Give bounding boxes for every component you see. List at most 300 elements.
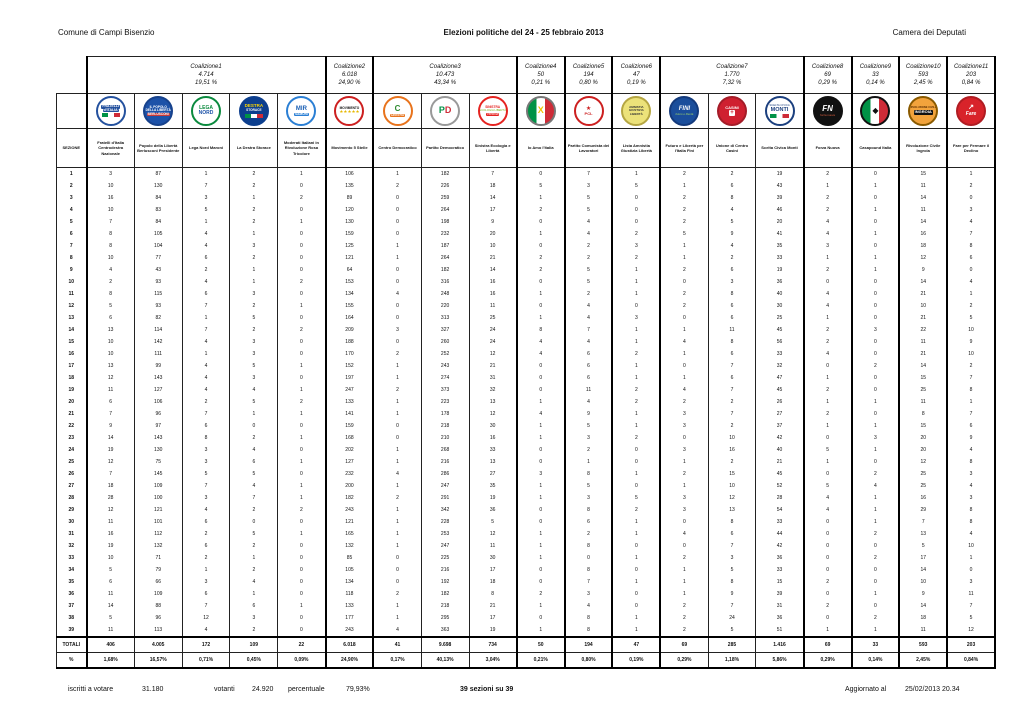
vote-cell: 0 — [852, 276, 900, 288]
vote-cell: 10 — [708, 432, 756, 444]
logo-cell-fli — [660, 94, 708, 129]
vote-cell: 2 — [852, 468, 900, 480]
vote-cell: 247 — [326, 384, 374, 396]
vote-cell: 1 — [517, 420, 565, 432]
sezione-cell: 7 — [57, 240, 87, 252]
sezione-cell: 39 — [57, 624, 87, 637]
vote-cell: 1 — [182, 312, 230, 324]
party-name-m5s: Movimento 5 Stelle — [326, 129, 374, 168]
coalition-header: Coalizione6 47 0,19 % — [612, 57, 660, 94]
vote-cell: 84 — [134, 192, 182, 204]
vote-cell: 1 — [852, 588, 900, 600]
vote-cell: 1 — [278, 432, 326, 444]
vote-cell: 1 — [230, 228, 278, 240]
vote-cell: 1 — [517, 312, 565, 324]
vote-cell: 1 — [852, 180, 900, 192]
vote-cell: 14 — [469, 192, 517, 204]
total-cell: 1.416 — [756, 637, 804, 653]
sezione-cell: 5 — [57, 216, 87, 228]
vote-cell: 178 — [421, 408, 469, 420]
vote-cell: 127 — [326, 456, 374, 468]
vote-cell: 2 — [182, 528, 230, 540]
iscritti-label: iscritti a votare — [68, 686, 114, 693]
vote-cell: 27 — [469, 468, 517, 480]
vote-cell: 12 — [899, 252, 947, 264]
vote-cell: 9 — [947, 432, 995, 444]
sezione-cell: 27 — [57, 480, 87, 492]
vote-cell: 18 — [87, 480, 135, 492]
vote-cell: 1 — [230, 264, 278, 276]
vote-cell: 4 — [182, 384, 230, 396]
vote-cell: 4 — [947, 528, 995, 540]
percent-cell: 0,21% — [517, 653, 565, 669]
sezione-cell: 20 — [57, 396, 87, 408]
total-cell: 69 — [804, 637, 852, 653]
coalition-header: Coalizione1 4.714 19,51 % — [87, 57, 326, 94]
vote-cell: 0 — [804, 540, 852, 552]
vote-cell: 9 — [565, 408, 613, 420]
vote-cell: 5 — [708, 216, 756, 228]
vote-cell: 54 — [756, 504, 804, 516]
vote-cell: 25 — [899, 384, 947, 396]
vote-cell: 88 — [134, 600, 182, 612]
vote-cell: 2 — [230, 564, 278, 576]
vote-cell: 52 — [756, 480, 804, 492]
vote-cell: 5 — [565, 276, 613, 288]
vote-cell: 0 — [517, 240, 565, 252]
vote-cell: 1 — [852, 516, 900, 528]
vote-cell: 12 — [87, 372, 135, 384]
vote-cell: 11 — [87, 384, 135, 396]
vote-cell: 2 — [230, 432, 278, 444]
vote-cell: 6 — [565, 516, 613, 528]
vote-cell: 3 — [660, 492, 708, 504]
vote-cell: 143 — [134, 372, 182, 384]
vote-cell: 14 — [899, 192, 947, 204]
coalition-header: Coalizione2 6.018 24,90 % — [326, 57, 374, 94]
vote-cell: 0 — [373, 300, 421, 312]
total-cell: 194 — [565, 637, 613, 653]
vote-cell: 3 — [708, 552, 756, 564]
vote-cell: 1 — [182, 168, 230, 181]
vote-cell: 9 — [469, 216, 517, 228]
vote-cell: 2 — [660, 216, 708, 228]
vote-cell: 1 — [373, 444, 421, 456]
vote-cell: 64 — [326, 264, 374, 276]
vote-cell: 6 — [565, 348, 613, 360]
vote-cell: 8 — [565, 468, 613, 480]
vote-cell: 6 — [708, 372, 756, 384]
vote-cell: 3 — [660, 408, 708, 420]
sezione-cell: 22 — [57, 420, 87, 432]
vote-cell: 159 — [326, 228, 374, 240]
vote-cell: 188 — [326, 336, 374, 348]
party-name-ioamo: Io Amo l'Italia — [517, 129, 565, 168]
totals-row — [57, 637, 996, 653]
percent-cell: 0,09% — [278, 653, 326, 669]
vote-cell: 5 — [230, 528, 278, 540]
vote-cell: 0 — [612, 204, 660, 216]
vote-cell: 109 — [134, 480, 182, 492]
vote-cell: 0 — [278, 312, 326, 324]
vote-cell: 2 — [565, 240, 613, 252]
ioamo-logo-icon: X — [526, 96, 556, 126]
percent-cell: 0,17% — [373, 653, 421, 669]
vote-cell: 132 — [134, 540, 182, 552]
sezione-cell: 32 — [57, 540, 87, 552]
vote-cell: 3 — [182, 192, 230, 204]
vote-cell: 1 — [373, 240, 421, 252]
vote-cell: 1 — [852, 396, 900, 408]
vote-cell: 45 — [756, 468, 804, 480]
vote-cell: 7 — [87, 408, 135, 420]
vote-cell: 5 — [708, 624, 756, 637]
vote-cell: 1 — [804, 396, 852, 408]
vote-cell: 16 — [87, 192, 135, 204]
vote-cell: 120 — [326, 204, 374, 216]
vote-cell: 14 — [899, 360, 947, 372]
logo-cell-pdl — [134, 94, 182, 129]
vote-cell: 2 — [660, 600, 708, 612]
vote-cell: 24 — [469, 324, 517, 336]
vote-cell: 7 — [182, 600, 230, 612]
pcl-logo-icon: ★ PCL — [574, 96, 604, 126]
vote-cell: 17 — [899, 552, 947, 564]
results-table — [56, 56, 996, 669]
vote-cell: 17 — [469, 204, 517, 216]
vote-cell: 1 — [660, 588, 708, 600]
vote-cell: 12 — [182, 612, 230, 624]
vote-cell: 4 — [182, 336, 230, 348]
vote-cell: 4 — [660, 384, 708, 396]
vote-cell: 1 — [612, 372, 660, 384]
vote-cell: 5 — [87, 612, 135, 624]
vote-cell: 21 — [469, 252, 517, 264]
vote-cell: 1 — [182, 216, 230, 228]
vote-cell: 2 — [565, 252, 613, 264]
party-name-fare: Fare per Fermare il Declino — [947, 129, 995, 168]
vote-cell: 3 — [230, 336, 278, 348]
vote-cell: 1 — [278, 384, 326, 396]
vote-cell: 133 — [326, 600, 374, 612]
vote-cell: 3 — [708, 276, 756, 288]
logo-cell-pd — [421, 94, 469, 129]
vote-cell: 1 — [612, 276, 660, 288]
logo-cell-fn — [804, 94, 852, 129]
vote-cell: 1 — [182, 564, 230, 576]
vote-cell: 130 — [134, 180, 182, 192]
vote-cell: 0 — [278, 468, 326, 480]
vote-cell: 2 — [708, 456, 756, 468]
vote-cell: 0 — [373, 312, 421, 324]
vote-cell: 3 — [852, 432, 900, 444]
vote-cell: 2 — [660, 192, 708, 204]
vote-cell: 20 — [899, 432, 947, 444]
vote-cell: 1 — [278, 600, 326, 612]
vote-cell: 0 — [278, 564, 326, 576]
vote-cell: 7 — [182, 480, 230, 492]
sezione-cell: 25 — [57, 456, 87, 468]
vote-cell: 3 — [565, 588, 613, 600]
vote-cell: 29 — [899, 504, 947, 516]
vote-cell: 6 — [182, 288, 230, 300]
vote-cell: 5 — [565, 420, 613, 432]
vote-cell: 228 — [421, 516, 469, 528]
vote-cell: 45 — [756, 324, 804, 336]
vote-cell: 2 — [517, 264, 565, 276]
vote-cell: 16 — [469, 432, 517, 444]
vote-cell: 30 — [469, 552, 517, 564]
vote-cell: 10 — [87, 348, 135, 360]
vote-cell: 2 — [278, 396, 326, 408]
vote-cell: 253 — [421, 528, 469, 540]
vote-cell: 8 — [947, 240, 995, 252]
vote-cell: 4 — [947, 276, 995, 288]
vote-cell: 1 — [517, 600, 565, 612]
vote-cell: 11 — [899, 336, 947, 348]
vote-cell: 0 — [517, 384, 565, 396]
vote-cell: 39 — [756, 588, 804, 600]
vote-cell: 1 — [517, 432, 565, 444]
vote-cell: 247 — [421, 540, 469, 552]
vote-cell: 5 — [660, 228, 708, 240]
percentuale-label: percentuale — [288, 686, 325, 693]
vote-cell: 12 — [899, 456, 947, 468]
vote-cell: 4 — [804, 216, 852, 228]
vote-cell: 216 — [421, 564, 469, 576]
comune-title: Comune di Campi Bisenzio — [58, 28, 155, 37]
vote-cell: 8 — [947, 504, 995, 516]
vote-cell: 3 — [660, 444, 708, 456]
vote-cell: 17 — [469, 612, 517, 624]
vote-cell: 1 — [373, 540, 421, 552]
table-row — [57, 528, 996, 540]
vote-cell: 25 — [899, 468, 947, 480]
logo-cell-m5s — [326, 94, 374, 129]
vote-cell: 0 — [517, 576, 565, 588]
vote-cell: 2 — [87, 276, 135, 288]
sezione-cell: 36 — [57, 588, 87, 600]
sezione-cell: 10 — [57, 276, 87, 288]
sezione-cell: 4 — [57, 204, 87, 216]
vote-cell: 4 — [804, 288, 852, 300]
vote-cell: 313 — [421, 312, 469, 324]
vote-cell: 3 — [182, 492, 230, 504]
party-name-pdl: Popolo della Libertà Berlusconi Presidente — [134, 129, 182, 168]
vote-cell: 13 — [899, 528, 947, 540]
vote-cell: 4 — [182, 624, 230, 637]
coalition-header: Coalizione3 10.473 43,34 % — [373, 57, 516, 94]
vote-cell: 134 — [326, 288, 374, 300]
vote-cell: 0 — [612, 192, 660, 204]
vote-cell: 8 — [565, 612, 613, 624]
vote-cell: 5 — [230, 396, 278, 408]
vote-cell: 16 — [469, 276, 517, 288]
vote-cell: 2 — [660, 468, 708, 480]
vote-cell: 13 — [469, 396, 517, 408]
vote-cell: 6 — [182, 420, 230, 432]
party-name-cpi: Casapound Italia — [852, 129, 900, 168]
vote-cell: 10 — [87, 180, 135, 192]
vote-cell: 0 — [612, 216, 660, 228]
vote-cell: 3 — [87, 168, 135, 181]
vote-cell: 2 — [612, 432, 660, 444]
vote-cell: 225 — [421, 552, 469, 564]
vote-cell: 4 — [182, 504, 230, 516]
sezione-cell: 23 — [57, 432, 87, 444]
vote-cell: 24 — [469, 336, 517, 348]
vote-cell: 1 — [852, 624, 900, 637]
aggiornato-value: 25/02/2013 20.34 — [905, 686, 960, 693]
vote-cell: 25 — [899, 480, 947, 492]
vote-cell: 274 — [421, 372, 469, 384]
vote-cell: 7 — [182, 324, 230, 336]
vote-cell: 8 — [947, 516, 995, 528]
vote-cell: 142 — [134, 336, 182, 348]
vote-cell: 1 — [373, 504, 421, 516]
vote-cell: 4 — [373, 624, 421, 637]
vote-cell: 51 — [756, 624, 804, 637]
vote-cell: 4 — [87, 264, 135, 276]
m5s-logo-icon: MOVIMENTO ★★★★★ — [334, 96, 364, 126]
vote-cell: 135 — [326, 180, 374, 192]
vote-cell: 104 — [134, 240, 182, 252]
vote-cell: 20 — [469, 228, 517, 240]
total-cell: 47 — [612, 637, 660, 653]
percent-cell: 0,29% — [804, 653, 852, 669]
vote-cell: 7 — [947, 372, 995, 384]
vote-cell: 1 — [230, 588, 278, 600]
vote-cell: 0 — [230, 420, 278, 432]
vote-cell: 7 — [87, 216, 135, 228]
sezione-cell: 35 — [57, 576, 87, 588]
vote-cell: 0 — [517, 360, 565, 372]
vote-cell: 153 — [326, 276, 374, 288]
vote-cell: 1 — [278, 408, 326, 420]
vote-cell: 2 — [852, 528, 900, 540]
vote-cell: 143 — [134, 432, 182, 444]
vote-cell: 1 — [804, 456, 852, 468]
vote-cell: 1 — [660, 324, 708, 336]
vote-cell: 13 — [469, 456, 517, 468]
vote-cell: 9 — [899, 264, 947, 276]
vote-cell: 15 — [756, 576, 804, 588]
vote-cell: 2 — [660, 396, 708, 408]
vote-cell: 28 — [87, 492, 135, 504]
vote-cell: 1 — [278, 492, 326, 504]
vote-cell: 0 — [804, 432, 852, 444]
vote-cell: 0 — [852, 300, 900, 312]
vote-cell: 25 — [756, 312, 804, 324]
vote-cell: 0 — [804, 360, 852, 372]
vote-cell: 2 — [804, 204, 852, 216]
vote-cell: 264 — [421, 252, 469, 264]
vote-cell: 7 — [182, 180, 230, 192]
vote-cell: 99 — [134, 360, 182, 372]
vote-cell: 15 — [899, 168, 947, 181]
sezione-cell: 14 — [57, 324, 87, 336]
vote-cell: 3 — [565, 492, 613, 504]
vote-cell: 20 — [756, 216, 804, 228]
vote-cell: 1 — [517, 480, 565, 492]
percentuale-value: 79,93% — [346, 686, 370, 693]
table-row — [57, 204, 996, 216]
vote-cell: 5 — [230, 468, 278, 480]
destra-logo-icon: DESTRA STORACE — [239, 96, 269, 126]
vote-cell: 8 — [947, 456, 995, 468]
total-cell: 6.018 — [326, 637, 374, 653]
vote-cell: 6 — [182, 252, 230, 264]
vote-cell: 2 — [660, 612, 708, 624]
vote-cell: 5 — [612, 180, 660, 192]
vote-cell: 115 — [134, 288, 182, 300]
logo-cell-mir — [278, 94, 326, 129]
vote-cell: 10 — [899, 576, 947, 588]
vote-cell: 2 — [660, 288, 708, 300]
vote-cell: 177 — [326, 612, 374, 624]
sezione-cell: 21 — [57, 408, 87, 420]
vote-cell: 3 — [947, 576, 995, 588]
vote-cell: 93 — [134, 276, 182, 288]
vote-cell: 1 — [612, 576, 660, 588]
vote-cell: 8 — [87, 240, 135, 252]
vote-cell: 1 — [852, 204, 900, 216]
vote-cell: 4 — [660, 336, 708, 348]
table-row — [57, 612, 996, 624]
coalition-header: Coalizione7 1.770 7,32 % — [660, 57, 803, 94]
vote-cell: 6 — [182, 588, 230, 600]
vote-cell: 248 — [421, 288, 469, 300]
vote-cell: 192 — [421, 576, 469, 588]
vote-cell: 3 — [947, 204, 995, 216]
table-row — [57, 444, 996, 456]
vote-cell: 0 — [278, 180, 326, 192]
vote-cell: 1 — [947, 168, 995, 181]
vote-cell: 218 — [421, 420, 469, 432]
table-row — [57, 384, 996, 396]
vote-cell: 96 — [134, 612, 182, 624]
vote-cell: 14 — [899, 600, 947, 612]
vote-cell: 168 — [326, 432, 374, 444]
vote-cell: 1 — [612, 528, 660, 540]
vote-cell: 259 — [421, 192, 469, 204]
logo-row — [57, 94, 996, 129]
vote-cell: 243 — [326, 504, 374, 516]
vote-cell: 11 — [947, 588, 995, 600]
vote-cell: 1 — [373, 456, 421, 468]
vote-cell: 21 — [899, 288, 947, 300]
vote-cell: 0 — [660, 516, 708, 528]
vote-cell: 0 — [852, 216, 900, 228]
vote-cell: 96 — [134, 408, 182, 420]
vote-cell: 0 — [278, 228, 326, 240]
party-name-pd: Partito Democratico — [421, 129, 469, 168]
vote-cell: 1 — [373, 396, 421, 408]
vote-cell: 0 — [278, 588, 326, 600]
total-cell: 285 — [708, 637, 756, 653]
vote-cell: 4 — [804, 300, 852, 312]
vote-cell: 4 — [947, 216, 995, 228]
table-row — [57, 588, 996, 600]
vote-cell: 41 — [756, 228, 804, 240]
vote-cell: 182 — [421, 168, 469, 181]
vote-cell: 4 — [182, 228, 230, 240]
vote-cell: 6 — [87, 396, 135, 408]
vote-cell: 19 — [469, 492, 517, 504]
percent-cell: 1,18% — [708, 653, 756, 669]
vote-cell: 15 — [899, 420, 947, 432]
vote-cell: 1 — [278, 528, 326, 540]
